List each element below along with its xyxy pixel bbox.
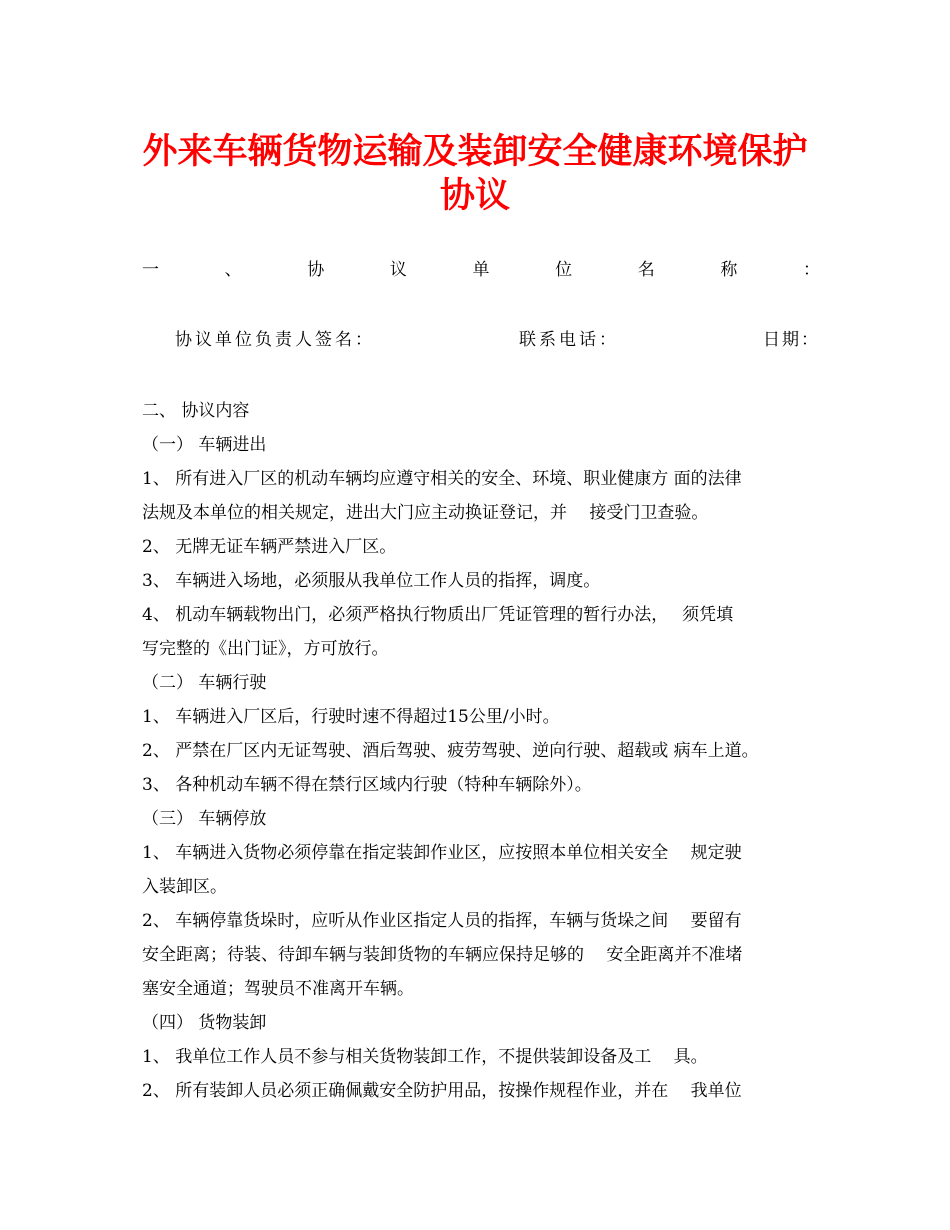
subsection-heading: （一） 车辆进出 [142,435,267,455]
subsection-heading: （三） 车辆停放 [142,809,267,829]
clause-text: 2、 车辆停靠货垛时，应听从作业区指定人员的指挥，车辆与货垛之间 要留有 [142,911,742,931]
unit-name-field [142,258,820,282]
clause-text: 4、 机动车辆载物出门，必须严格执行物质出厂凭证管理的暂行办法， 须凭填 [142,605,734,625]
clause-text: 3、 各种机动车辆不得在禁行区域内行驶（特种车辆除外）。 [142,775,592,795]
clause-text: 安全距离；待装、待卸车辆与装卸货物的车辆应保持足够的 安全距离并不准堵 [142,945,743,965]
unit-name-char: 单 [472,260,490,280]
clause-text: 法规及本单位的相关规定，进出大门应主动换证登记，并 接受门卫查验。 [142,503,709,523]
signature-line [175,328,820,352]
unit-name-char: 、 [224,260,242,280]
unit-name-char: 名 [637,260,655,280]
unit-name-char: 位 [555,260,573,280]
date-label: 日期： [763,330,820,350]
phone-label: 联系电话： [519,330,619,350]
clause-text: 1、 车辆进入厂区后，行驶时速不得超过15公里/小时。 [142,707,560,727]
agreement-content [142,394,820,1108]
clause-text: 2、 严禁在厂区内无证驾驶、酒后驾驶、疲劳驾驶、逆向行驶、超载或 病车上道。 [142,741,759,761]
clause-text: 1、 我单位工作人员不参与相关货物装卸工作，不提供装卸设备及工 具。 [142,1047,708,1067]
unit-name-char: 称 [720,260,738,280]
unit-name-char: 协 [307,260,325,280]
clause-text: 1、 车辆进入货物必须停靠在指定装卸作业区，应按照本单位相关安全 规定驶 [142,843,742,863]
section-heading: 二、 协议内容 [142,401,250,421]
unit-name-char: 议 [389,260,407,280]
responsible-signature-label: 协议单位负责人签名： [175,330,375,350]
clause-text: 1、 所有进入厂区的机动车辆均应遵守相关的安全、环境、职业健康方 面的法律 [142,469,742,489]
subsection-heading: （二） 车辆行驶 [142,673,267,693]
clause-text: 3、 车辆进入场地，必须服从我单位工作人员的指挥，调度。 [142,571,601,591]
unit-name-char: ： [803,260,820,280]
clause-text: 塞安全通道；驾驶员不准离开车辆。 [142,979,414,999]
unit-name-char: 一 [142,260,159,280]
clause-text: 2、 无牌无证车辆严禁进入厂区。 [142,537,397,557]
document-title-line-2: 协议 [439,175,510,216]
document-title-line-1: 外来车辆货物运输及装卸安全健康环境保护 [142,131,808,172]
subsection-heading: （四） 货物装卸 [142,1013,267,1033]
clause-text: 入装卸区。 [142,877,227,897]
clause-text: 写完整的《出门证》，方可放行。 [142,639,389,659]
clause-text: 2、 所有装卸人员必须正确佩戴安全防护用品，按操作规程作业，并在 我单位 [142,1081,742,1101]
